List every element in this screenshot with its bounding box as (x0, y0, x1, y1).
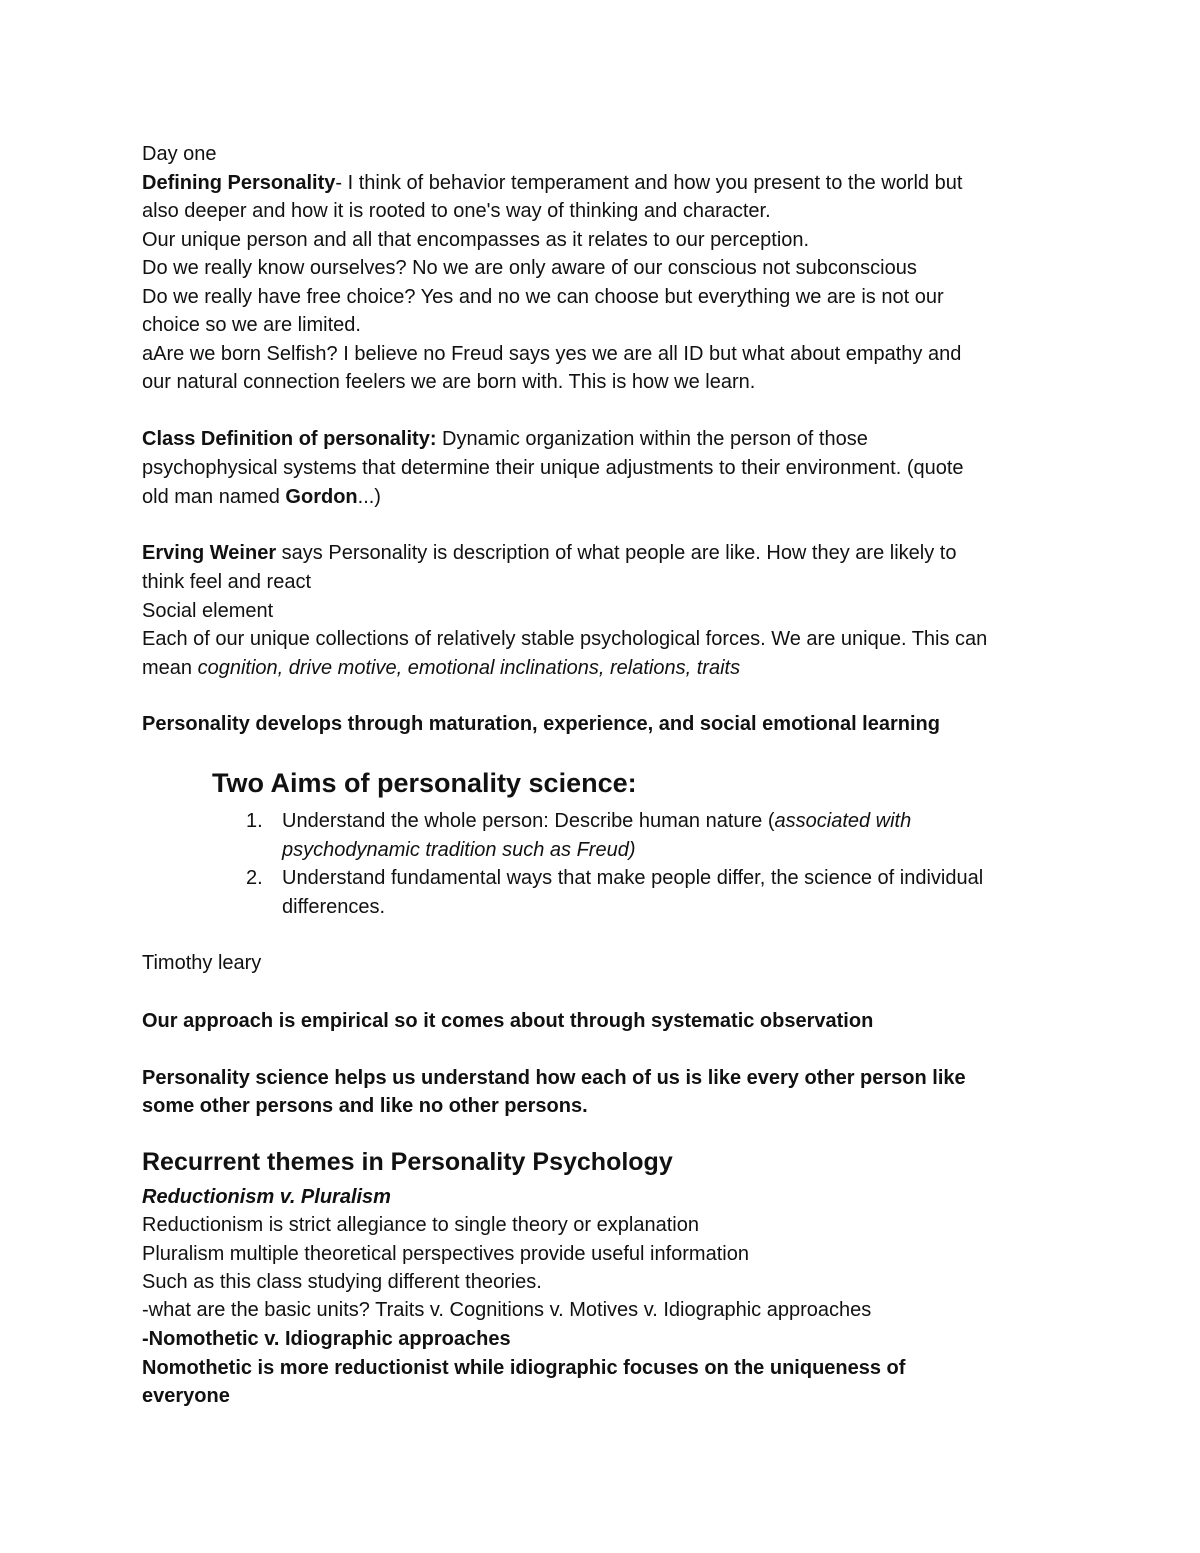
weiner-name: Erving Weiner (142, 542, 277, 564)
nomothetic-line: Nomothetic is more reductionist while idiographic focuses on the uniqueness of (142, 1357, 906, 1379)
class-definition-line (142, 425, 868, 453)
aims-item-2-line2: differences. (282, 896, 386, 918)
science-statement-continued: some other persons and like no other persons. (142, 1095, 588, 1117)
know-ourselves-line: Do we really know ourselves? No we are only aware of our conscious not subconscious (142, 257, 917, 279)
class-definition-quote (142, 483, 381, 511)
day-label: Day one (142, 143, 217, 165)
aims-item-2-number: 2. (246, 867, 263, 889)
themes-heading: Recurrent themes in Personality Psychology (142, 1148, 673, 1176)
unique-collections-line: Each of our unique collections of relatively stable psychological forces. We are unique. This can (142, 628, 988, 650)
aims-item-1-italic: associated with (774, 810, 912, 832)
defining-personality-continued: also deeper and how it is rooted to one's way of thinking and character. (142, 200, 771, 222)
class-theories-line: Such as this class studying different theories. (142, 1271, 542, 1293)
aims-item-1-text: Understand the whole person: Describe human nature ( (282, 810, 775, 832)
timothy-leary-line: Timothy leary (142, 952, 262, 974)
defining-personality-text: - I think of behavior temperament and how you present to the world but (335, 172, 963, 194)
nomothetic-continued: everyone (142, 1385, 230, 1407)
born-selfish-continued: our natural connection feelers we are born with. This is how we learn. (142, 371, 756, 393)
aims-heading: Two Aims of personality science: (212, 768, 637, 798)
develops-statement: Personality develops through maturation, experience, and social emotional learning (142, 713, 940, 735)
empirical-statement: Our approach is empirical so it comes about through systematic observation (142, 1010, 874, 1032)
nomothetic-heading: -Nomothetic v. Idiographic approaches (142, 1328, 511, 1350)
unique-person-line: Our unique person and all that encompasses as it relates to our perception. (142, 229, 810, 251)
mean-prefix: mean (142, 657, 198, 679)
science-statement: Personality science helps us understand how each of us is like every other person like (142, 1067, 966, 1089)
defining-personality-label: Defining Personality (142, 172, 336, 194)
free-choice-continued: choice so we are limited. (142, 314, 361, 336)
social-element-line: Social element (142, 600, 274, 622)
aims-item-1-line1 (282, 807, 911, 835)
themes-subheading: Reductionism v. Pluralism (142, 1186, 391, 1208)
aims-item-2-line1: Understand fundamental ways that make people differ, the science of individual (282, 867, 984, 889)
mean-italic-list: cognition, drive motive, emotional inclinations, relations, traits (197, 657, 741, 679)
quote-prefix: old man named (142, 486, 286, 508)
aims-item-1-line2: psychodynamic tradition such as Freud) (282, 839, 636, 861)
aims-item-1-number: 1. (246, 810, 263, 832)
class-definition-text: Dynamic organization within the person of those (436, 428, 868, 450)
mean-line (142, 654, 740, 682)
reductionism-line: Reductionism is strict allegiance to single theory or explanation (142, 1214, 699, 1236)
class-definition-continued: psychophysical systems that determine their unique adjustments to their environment. (quote (142, 457, 964, 479)
pluralism-line: Pluralism multiple theoretical perspectives provide useful information (142, 1243, 749, 1265)
weiner-line (142, 539, 956, 567)
quote-suffix: ...) (357, 486, 381, 508)
weiner-continued: think feel and react (142, 571, 311, 593)
defining-personality-line (142, 169, 962, 197)
weiner-text: says Personality is description of what people are like. How they are likely to (276, 542, 957, 564)
free-choice-line: Do we really have free choice? Yes and no we can choose but everything we are is not our (142, 286, 944, 308)
gordon-name: Gordon (285, 486, 358, 508)
class-definition-label: Class Definition of personality: (142, 428, 437, 450)
born-selfish-line: aAre we born Selfish? I believe no Freud says yes we are all ID but what about empathy and (142, 343, 962, 365)
basic-units-line: -what are the basic units? Traits v. Cognitions v. Motives v. Idiographic approaches (142, 1299, 872, 1321)
